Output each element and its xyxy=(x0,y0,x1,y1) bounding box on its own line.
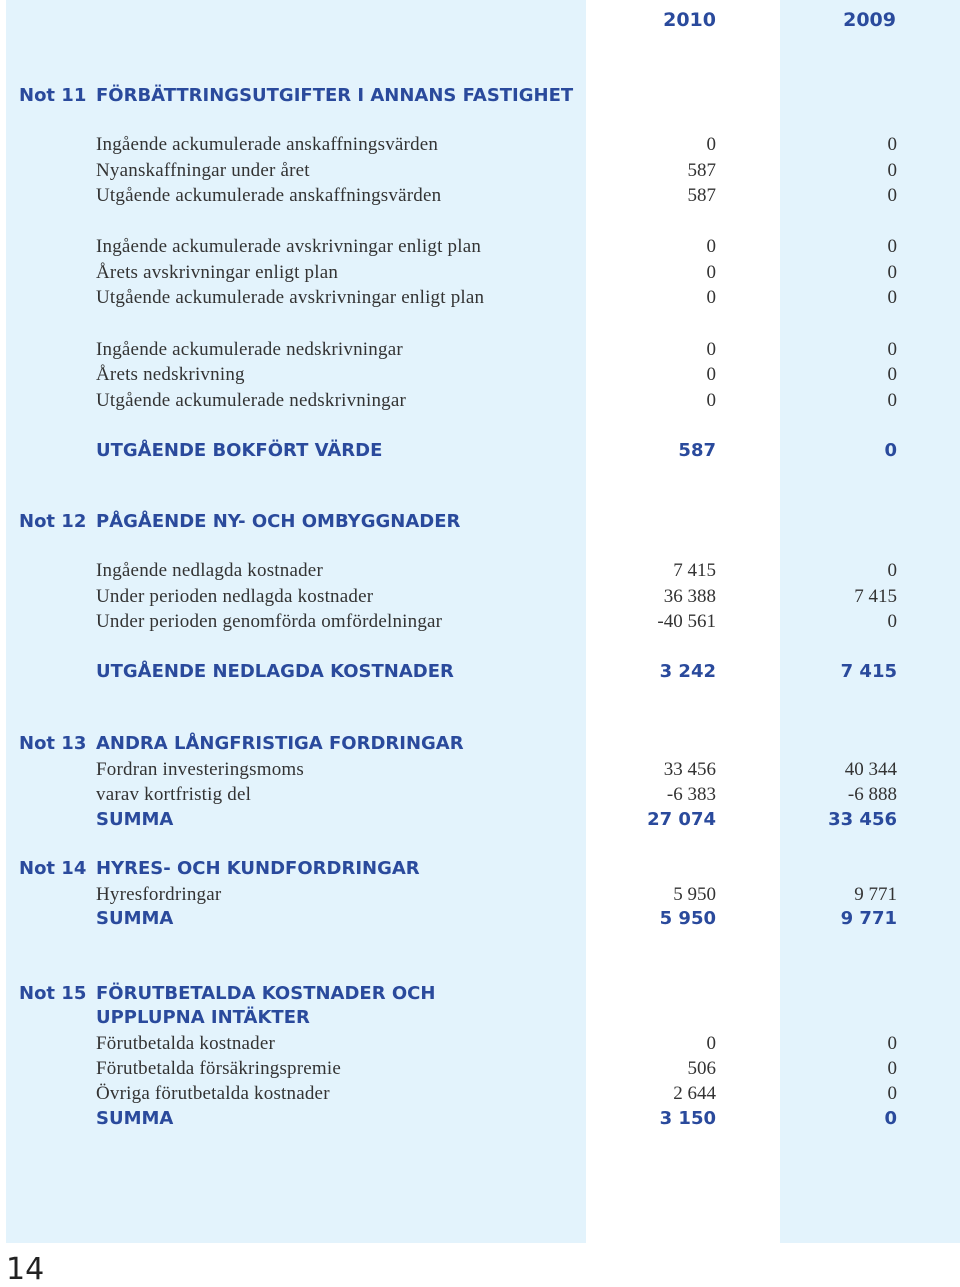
row-label: Ingående ackumulerade anskaffningsvärden xyxy=(96,134,439,155)
note-title: HYRES- OCH KUNDFORDRINGAR xyxy=(96,858,420,879)
row-label: Övriga förutbetalda kostnader xyxy=(96,1083,330,1104)
table-row xyxy=(0,262,960,288)
note-title: FÖRUTBETALDA KOSTNADER OCH xyxy=(96,983,436,1004)
note-15-heading xyxy=(0,983,960,1009)
table-row xyxy=(0,390,960,416)
note-number: Not 14 xyxy=(19,858,87,879)
value-2009: 0 xyxy=(887,611,897,632)
value-2009: 0 xyxy=(887,390,897,411)
row-label: Förutbetalda kostnader xyxy=(96,1033,276,1054)
row-label: Utgående ackumulerade anskaffningsvärden xyxy=(96,185,442,206)
value-2010: -6 383 xyxy=(666,784,716,805)
value-2010: 3 242 xyxy=(659,661,716,682)
value-2009: 9 771 xyxy=(854,884,897,905)
row-label: Under perioden nedlagda kostnader xyxy=(96,586,374,607)
note-title: FÖRBÄTTRINGSUTGIFTER I ANNANS FASTIGHET xyxy=(96,85,574,106)
value-2010: 3 150 xyxy=(659,1108,716,1129)
value-2010: 0 xyxy=(706,339,716,360)
value-2009: -6 888 xyxy=(847,784,897,805)
total-row xyxy=(0,661,960,687)
table-row xyxy=(0,236,960,262)
year-2010-header: 2010 xyxy=(663,9,716,31)
value-2009: 0 xyxy=(884,1108,897,1129)
value-2009: 7 415 xyxy=(854,586,897,607)
total-row xyxy=(0,1108,960,1134)
value-2009: 0 xyxy=(887,1083,897,1104)
value-2009: 0 xyxy=(887,134,897,155)
note-title: PÅGÅENDE NY- OCH OMBYGGNADER xyxy=(96,511,461,532)
value-2010: 587 xyxy=(678,440,716,461)
row-label: Under perioden genomförda omfördelningar xyxy=(96,611,443,632)
value-2010: 7 415 xyxy=(673,560,716,581)
table-row xyxy=(0,611,960,637)
value-2009: 0 xyxy=(887,339,897,360)
row-label: SUMMA xyxy=(96,908,174,929)
total-row xyxy=(0,809,960,835)
row-label: UTGÅENDE BOKFÖRT VÄRDE xyxy=(96,440,383,461)
table-row xyxy=(0,560,960,586)
note-number: Not 12 xyxy=(19,511,87,532)
value-2010: 2 644 xyxy=(673,1083,716,1104)
value-2009: 33 456 xyxy=(828,809,897,830)
value-2010: 587 xyxy=(687,185,716,206)
value-2009: 0 xyxy=(884,440,897,461)
value-2009: 0 xyxy=(887,1058,897,1079)
note-title-line-2: UPPLUPNA INTÄKTER xyxy=(96,1007,310,1028)
row-label: Nyanskaffningar under året xyxy=(96,160,310,181)
table-row xyxy=(0,759,960,785)
table-row xyxy=(0,160,960,186)
note-title-continued xyxy=(0,1007,960,1033)
table-row xyxy=(0,364,960,390)
value-2010: 0 xyxy=(706,390,716,411)
table-row xyxy=(0,134,960,160)
table-row xyxy=(0,1033,960,1059)
row-label: Utgående ackumulerade avskrivningar enligt plan xyxy=(96,287,485,308)
value-2009: 0 xyxy=(887,160,897,181)
value-2009: 0 xyxy=(887,236,897,257)
value-2009: 0 xyxy=(887,185,897,206)
row-label: varav kortfristig del xyxy=(96,784,252,805)
row-label: SUMMA xyxy=(96,1108,174,1129)
value-2010: 0 xyxy=(706,364,716,385)
table-row xyxy=(0,185,960,211)
note-title: ANDRA LÅNGFRISTIGA FORDRINGAR xyxy=(96,733,464,754)
row-label: SUMMA xyxy=(96,809,174,830)
value-2010: 33 456 xyxy=(663,759,716,780)
value-2010: 5 950 xyxy=(659,908,716,929)
note-number: Not 13 xyxy=(19,733,87,754)
value-2009: 0 xyxy=(887,560,897,581)
value-2009: 9 771 xyxy=(840,908,897,929)
row-label: Förutbetalda försäkringspremie xyxy=(96,1058,342,1079)
value-2010: 27 074 xyxy=(647,809,716,830)
value-2009: 0 xyxy=(887,287,897,308)
row-label: Utgående ackumulerade nedskrivningar xyxy=(96,390,407,411)
table-row xyxy=(0,339,960,365)
row-label: Fordran investeringsmoms xyxy=(96,759,304,780)
row-label: Hyresfordringar xyxy=(96,884,222,905)
row-label: Ingående ackumulerade nedskrivningar xyxy=(96,339,403,360)
page-number: 14 xyxy=(6,1252,45,1287)
note-number: Not 11 xyxy=(19,85,87,106)
row-label: Ingående nedlagda kostnader xyxy=(96,560,323,581)
value-2009: 0 xyxy=(887,262,897,283)
value-2010: 506 xyxy=(687,1058,716,1079)
value-2010: 0 xyxy=(706,1033,716,1054)
value-2010: 36 388 xyxy=(663,586,716,607)
value-2010: 0 xyxy=(706,134,716,155)
value-2010: 5 950 xyxy=(673,884,716,905)
note-13-heading xyxy=(0,733,960,759)
table-row xyxy=(0,1083,960,1109)
value-2010: 0 xyxy=(706,236,716,257)
value-2010: 0 xyxy=(706,287,716,308)
table-row xyxy=(0,586,960,612)
table-row xyxy=(0,884,960,910)
value-2009: 40 344 xyxy=(844,759,897,780)
value-2009: 0 xyxy=(887,364,897,385)
note-14-heading xyxy=(0,858,960,884)
note-12-heading xyxy=(0,511,960,537)
note-number: Not 15 xyxy=(19,983,87,1004)
row-label: Årets nedskrivning xyxy=(96,364,245,385)
value-2009: 7 415 xyxy=(840,661,897,682)
total-row xyxy=(0,908,960,934)
total-row xyxy=(0,440,960,466)
value-2010: 587 xyxy=(687,160,716,181)
row-label: UTGÅENDE NEDLAGDA KOSTNADER xyxy=(96,661,454,682)
table-row xyxy=(0,784,960,810)
value-2009: 0 xyxy=(887,1033,897,1054)
row-label: Ingående ackumulerade avskrivningar enligt plan xyxy=(96,236,482,257)
value-2010: -40 561 xyxy=(657,611,716,632)
year-2009-header: 2009 xyxy=(843,9,896,31)
value-2010: 0 xyxy=(706,262,716,283)
note-11-heading xyxy=(0,85,960,111)
table-row xyxy=(0,287,960,313)
row-label: Årets avskrivningar enligt plan xyxy=(96,262,339,283)
table-row xyxy=(0,1058,960,1084)
